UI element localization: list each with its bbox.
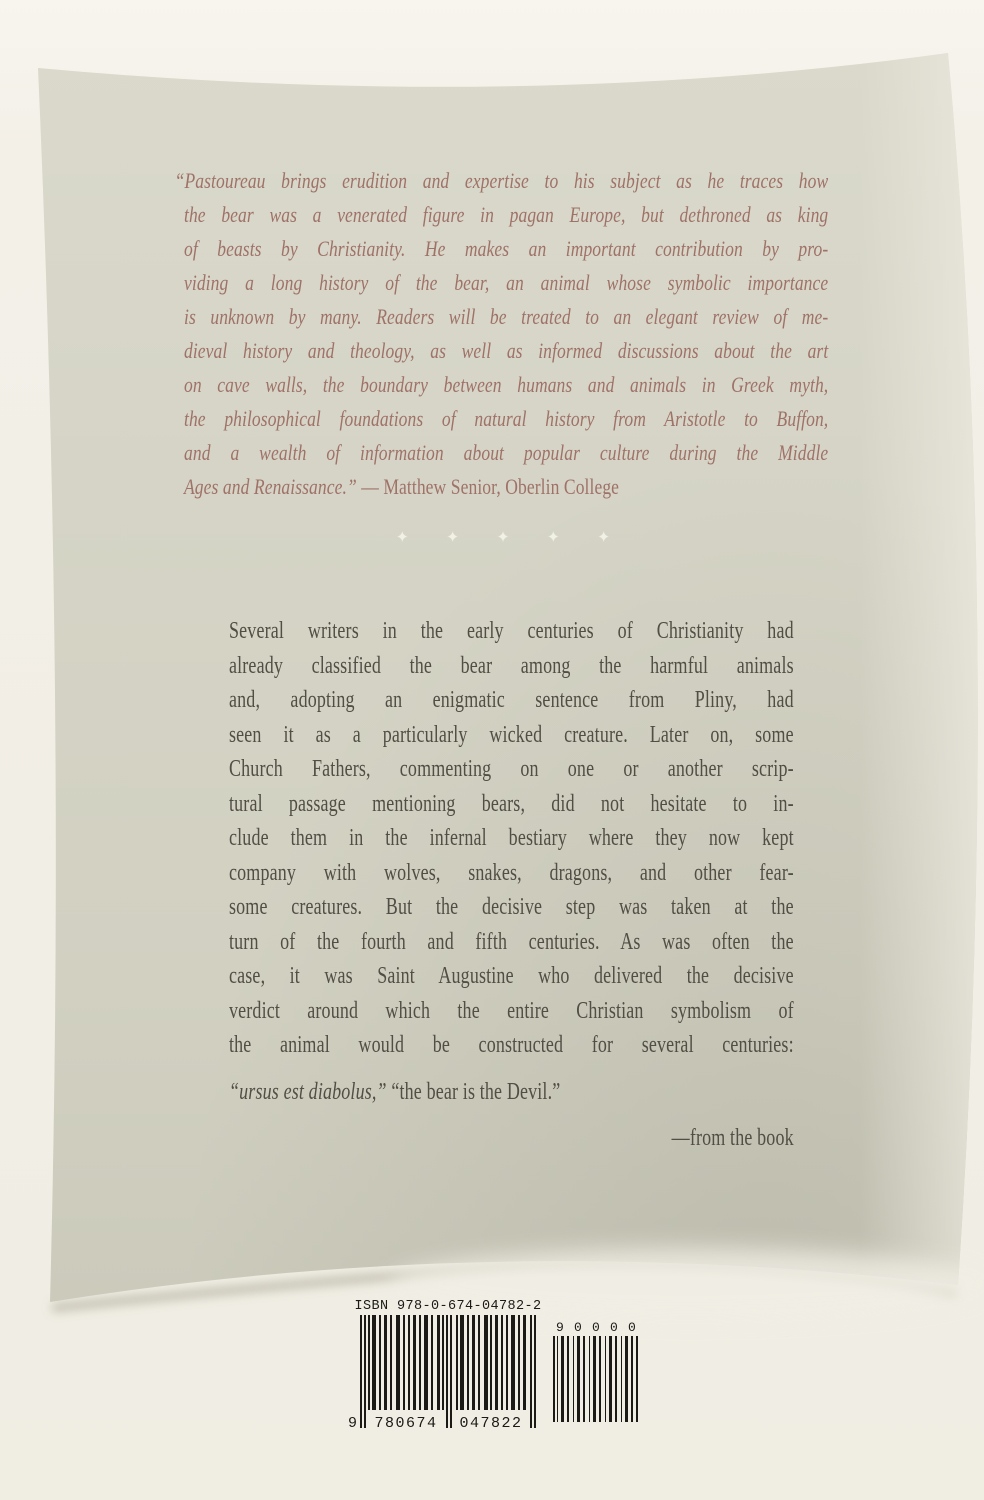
- star-ornament-icon: ✦: [396, 528, 409, 546]
- star-ornament-icon: ✦: [496, 528, 510, 546]
- excerpt-line: the animal would be constructed for several centuries:: [229, 1032, 794, 1058]
- ean5-supplement-barcode: [553, 1320, 638, 1422]
- review-quote-line: the bear was a venerated figure in pagan Europe, but dethroned as king: [184, 202, 829, 227]
- review-quote-line: “Pastoureau brings erudition and expertise to his subject as he traces how: [174, 168, 829, 193]
- excerpt-line: turn of the fourth and fifth centuries. As was often the: [229, 928, 794, 955]
- review-quote-line: of beasts by Christianity. He makes an important contribution by pro-: [184, 236, 829, 261]
- review-quote-line: is unknown by many. Readers will be treated to an elegant review of me-: [184, 304, 829, 329]
- star-ornament-icon: ✦: [597, 528, 610, 546]
- review-quote-line: on cave walls, the boundary between humans and animals in Greek myth,: [184, 372, 829, 397]
- excerpt-line: already classified the bear among the harmful animals: [229, 652, 794, 679]
- excerpt-line: tural passage mentioning bears, did not hesitate to in-: [229, 790, 794, 817]
- review-quote-line: viding a long history of the bear, an animal whose symbolic importance: [184, 270, 829, 295]
- review-quote-line: the philosophical foundations of natural history from Aristotle to Buffon,: [184, 406, 829, 431]
- excerpt-line: verdict around which the entire Christian symbolism of: [229, 997, 794, 1024]
- ean13-barcode: [348, 1315, 536, 1432]
- translation-phrase: “the bear is the Devil.”: [386, 1078, 561, 1105]
- excerpt-line: case, it was Saint Augustine who delivered the decisive: [229, 963, 794, 989]
- excerpt-line: company with wolves, snakes, dragons, and other fear-: [229, 859, 794, 886]
- star-ornament-icon: ✦: [547, 528, 560, 546]
- barcode-digit-left: 9: [347, 1415, 357, 1432]
- excerpt-line: some creatures. But the decisive step was taken at the: [229, 894, 794, 920]
- review-quote-line: dieval history and theology, as well as informed discussions about the art: [184, 338, 829, 363]
- review-quote-end: Ages and Renaissance.”: [184, 474, 362, 499]
- excerpt-line: Church Fathers, commenting on one or another scrip-: [229, 756, 794, 782]
- excerpt-line: seen it as a particularly wicked creature. Later on, some: [229, 721, 794, 748]
- barcode-digits-group1: 780674: [374, 1415, 438, 1432]
- excerpt-line: and, adopting an enigmatic sentence from Pliny, had: [229, 687, 794, 713]
- review-attribution: — Matthew Senior, Oberlin College: [361, 474, 620, 499]
- isbn-label: ISBN 978-0-674-04782-2: [354, 1299, 542, 1314]
- barcode-digits-group2: 047822: [459, 1415, 523, 1432]
- review-quote-line: and a wealth of information about popular culture during the Middle: [184, 440, 829, 465]
- excerpt-credit: —from the book: [671, 1125, 794, 1151]
- excerpt-line: clude them in the infernal bestiary where they now kept: [229, 825, 794, 851]
- star-ornament-icon: ✦: [446, 528, 459, 546]
- latin-phrase: “ursus est diabolus,”: [229, 1078, 387, 1105]
- excerpt-line: Several writers in the early centuries of Christianity had: [229, 618, 794, 644]
- supplement-code: 9 0 0 0 0: [556, 1320, 638, 1335]
